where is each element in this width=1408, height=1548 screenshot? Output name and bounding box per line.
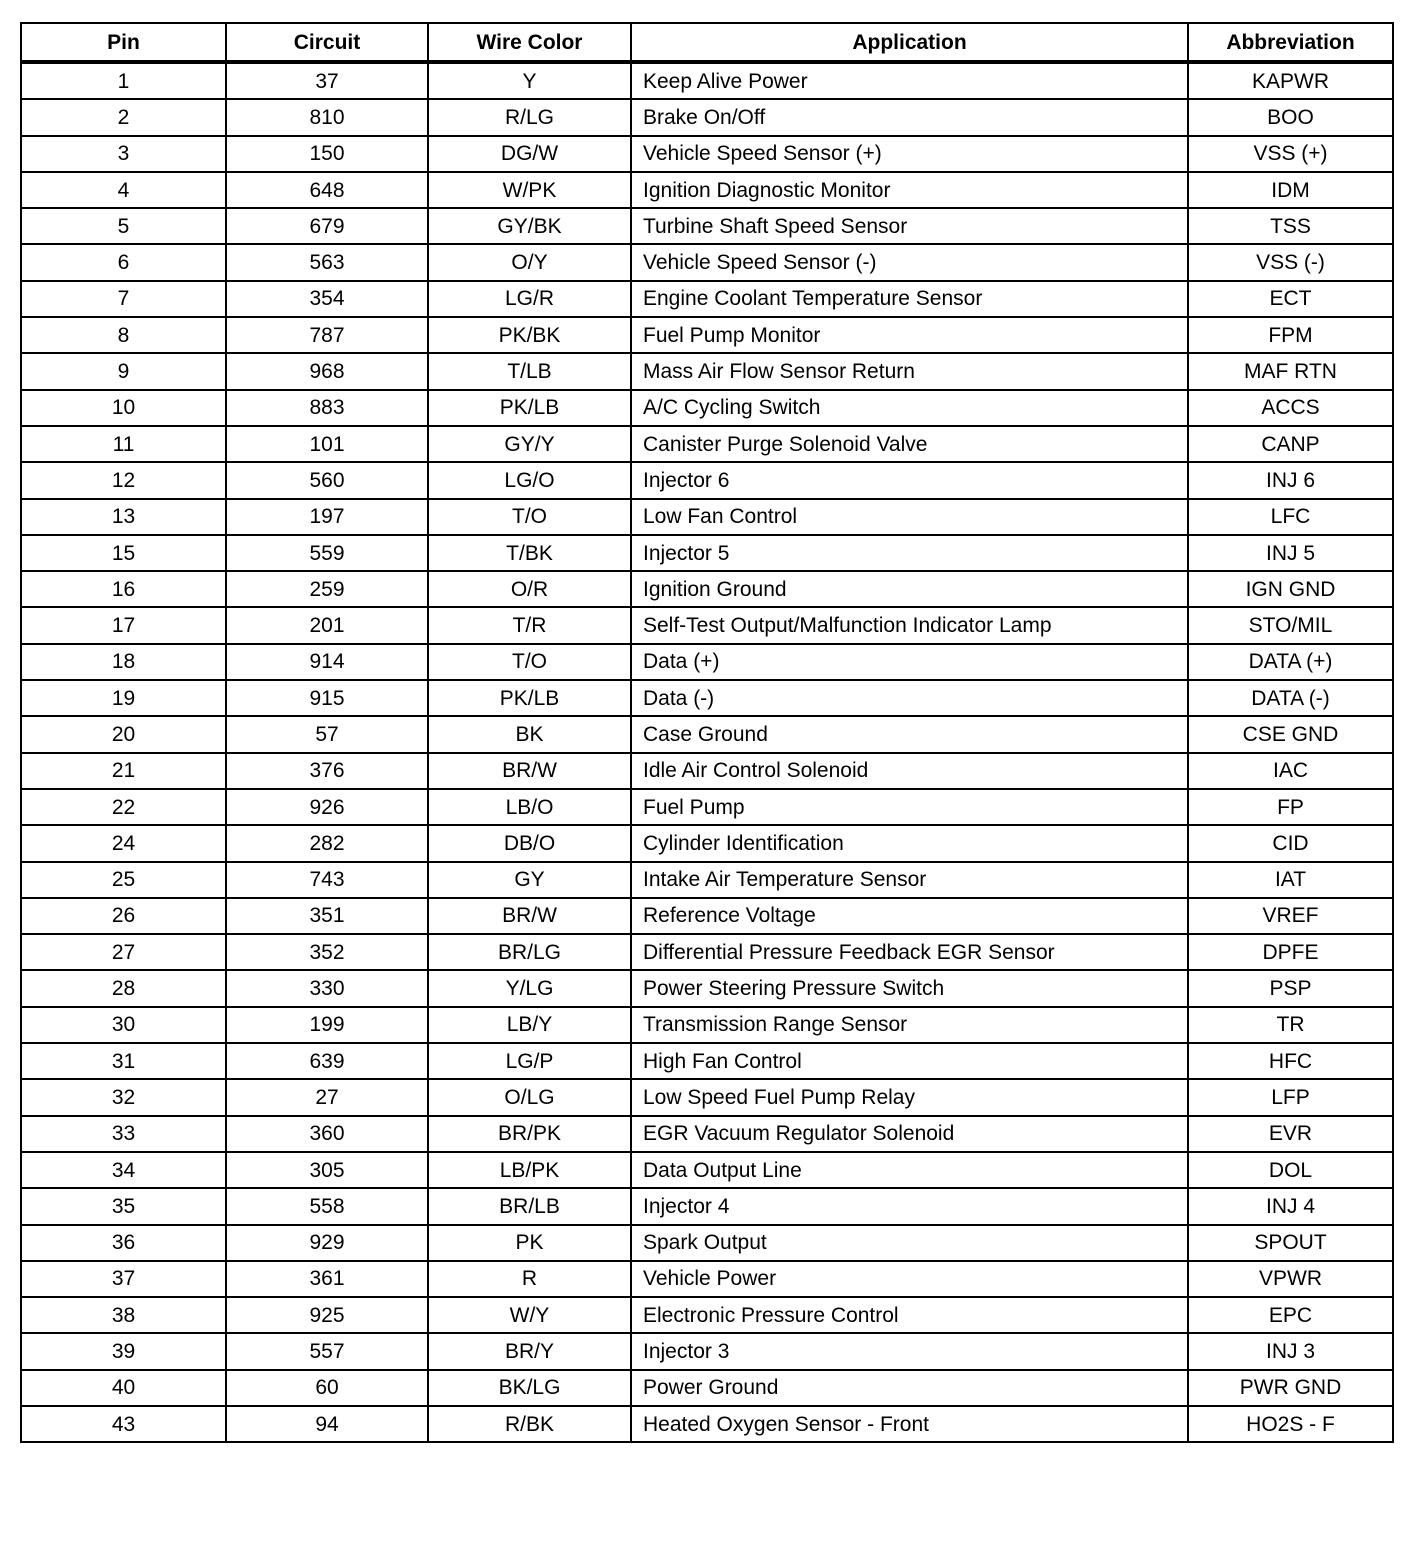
cell-wire-color: T/O bbox=[428, 499, 631, 535]
table-row bbox=[21, 1007, 1393, 1043]
table-row bbox=[21, 136, 1393, 172]
cell-application: Idle Air Control Solenoid bbox=[631, 753, 1188, 789]
table-row bbox=[21, 499, 1393, 535]
cell-circuit: 915 bbox=[226, 680, 428, 716]
cell-pin: 12 bbox=[21, 462, 226, 498]
cell-pin: 30 bbox=[21, 1007, 226, 1043]
table-row bbox=[21, 353, 1393, 389]
cell-abbreviation: TSS bbox=[1188, 208, 1393, 244]
table-row bbox=[21, 1370, 1393, 1406]
cell-abbreviation: STO/MIL bbox=[1188, 607, 1393, 643]
cell-pin: 7 bbox=[21, 281, 226, 317]
cell-pin: 38 bbox=[21, 1297, 226, 1333]
cell-application: Data (-) bbox=[631, 680, 1188, 716]
cell-pin: 18 bbox=[21, 644, 226, 680]
cell-pin: 4 bbox=[21, 172, 226, 208]
table-row bbox=[21, 535, 1393, 571]
cell-wire-color: W/PK bbox=[428, 172, 631, 208]
cell-abbreviation: FP bbox=[1188, 789, 1393, 825]
cell-circuit: 929 bbox=[226, 1225, 428, 1261]
cell-pin: 2 bbox=[21, 99, 226, 135]
cell-wire-color: R bbox=[428, 1261, 631, 1297]
header-row bbox=[21, 23, 1393, 62]
cell-application: Vehicle Speed Sensor (+) bbox=[631, 136, 1188, 172]
cell-abbreviation: HO2S - F bbox=[1188, 1406, 1393, 1442]
cell-pin: 6 bbox=[21, 244, 226, 280]
cell-application: Data (+) bbox=[631, 644, 1188, 680]
cell-application: Keep Alive Power bbox=[631, 62, 1188, 99]
table-row bbox=[21, 1406, 1393, 1442]
cell-circuit: 639 bbox=[226, 1043, 428, 1079]
cell-wire-color: BR/LG bbox=[428, 934, 631, 970]
cell-wire-color: LG/P bbox=[428, 1043, 631, 1079]
cell-pin: 9 bbox=[21, 353, 226, 389]
table-row bbox=[21, 462, 1393, 498]
cell-application: Low Fan Control bbox=[631, 499, 1188, 535]
cell-wire-color: BK/LG bbox=[428, 1370, 631, 1406]
table-row bbox=[21, 1225, 1393, 1261]
cell-abbreviation: KAPWR bbox=[1188, 62, 1393, 99]
cell-pin: 34 bbox=[21, 1152, 226, 1188]
cell-application: Vehicle Speed Sensor (-) bbox=[631, 244, 1188, 280]
cell-abbreviation: EPC bbox=[1188, 1297, 1393, 1333]
cell-wire-color: PK/LB bbox=[428, 680, 631, 716]
table-row bbox=[21, 571, 1393, 607]
table-row bbox=[21, 1297, 1393, 1333]
cell-wire-color: GY/BK bbox=[428, 208, 631, 244]
cell-pin: 39 bbox=[21, 1333, 226, 1369]
cell-application: Fuel Pump Monitor bbox=[631, 317, 1188, 353]
cell-circuit: 376 bbox=[226, 753, 428, 789]
cell-circuit: 330 bbox=[226, 970, 428, 1006]
cell-wire-color: PK/LB bbox=[428, 390, 631, 426]
header-circuit: Circuit bbox=[226, 23, 428, 62]
cell-abbreviation: PSP bbox=[1188, 970, 1393, 1006]
cell-wire-color: O/LG bbox=[428, 1079, 631, 1115]
table-row bbox=[21, 644, 1393, 680]
cell-abbreviation: INJ 6 bbox=[1188, 462, 1393, 498]
cell-wire-color: BR/LB bbox=[428, 1188, 631, 1224]
cell-pin: 36 bbox=[21, 1225, 226, 1261]
cell-wire-color: T/LB bbox=[428, 353, 631, 389]
cell-wire-color: BR/W bbox=[428, 753, 631, 789]
cell-abbreviation: LFC bbox=[1188, 499, 1393, 535]
cell-circuit: 199 bbox=[226, 1007, 428, 1043]
cell-application: Reference Voltage bbox=[631, 898, 1188, 934]
cell-wire-color: Y bbox=[428, 62, 631, 99]
cell-application: Low Speed Fuel Pump Relay bbox=[631, 1079, 1188, 1115]
table-row bbox=[21, 317, 1393, 353]
cell-application: Heated Oxygen Sensor - Front bbox=[631, 1406, 1188, 1442]
cell-application: Canister Purge Solenoid Valve bbox=[631, 426, 1188, 462]
cell-pin: 11 bbox=[21, 426, 226, 462]
cell-pin: 32 bbox=[21, 1079, 226, 1115]
cell-pin: 20 bbox=[21, 716, 226, 752]
cell-abbreviation: DATA (-) bbox=[1188, 680, 1393, 716]
cell-circuit: 37 bbox=[226, 62, 428, 99]
table-row bbox=[21, 426, 1393, 462]
cell-application: Engine Coolant Temperature Sensor bbox=[631, 281, 1188, 317]
cell-wire-color: LG/O bbox=[428, 462, 631, 498]
header-application: Application bbox=[631, 23, 1188, 62]
header-wire-color: Wire Color bbox=[428, 23, 631, 62]
cell-wire-color: T/O bbox=[428, 644, 631, 680]
cell-pin: 13 bbox=[21, 499, 226, 535]
cell-circuit: 743 bbox=[226, 862, 428, 898]
cell-circuit: 968 bbox=[226, 353, 428, 389]
cell-application: Fuel Pump bbox=[631, 789, 1188, 825]
cell-pin: 3 bbox=[21, 136, 226, 172]
cell-abbreviation: DATA (+) bbox=[1188, 644, 1393, 680]
cell-circuit: 259 bbox=[226, 571, 428, 607]
cell-application: Self-Test Output/Malfunction Indicator Lamp bbox=[631, 607, 1188, 643]
table-row bbox=[21, 898, 1393, 934]
cell-wire-color: BR/W bbox=[428, 898, 631, 934]
cell-pin: 33 bbox=[21, 1116, 226, 1152]
cell-application: Transmission Range Sensor bbox=[631, 1007, 1188, 1043]
cell-application: Mass Air Flow Sensor Return bbox=[631, 353, 1188, 389]
cell-application: Power Ground bbox=[631, 1370, 1188, 1406]
table-row bbox=[21, 172, 1393, 208]
cell-application: A/C Cycling Switch bbox=[631, 390, 1188, 426]
cell-wire-color: BR/Y bbox=[428, 1333, 631, 1369]
cell-application: Injector 5 bbox=[631, 535, 1188, 571]
cell-pin: 19 bbox=[21, 680, 226, 716]
cell-wire-color: R/BK bbox=[428, 1406, 631, 1442]
cell-abbreviation: ECT bbox=[1188, 281, 1393, 317]
cell-abbreviation: IAT bbox=[1188, 862, 1393, 898]
cell-circuit: 810 bbox=[226, 99, 428, 135]
cell-abbreviation: CANP bbox=[1188, 426, 1393, 462]
table-row bbox=[21, 1188, 1393, 1224]
cell-pin: 43 bbox=[21, 1406, 226, 1442]
table-body bbox=[21, 62, 1393, 1442]
cell-abbreviation: VSS (+) bbox=[1188, 136, 1393, 172]
cell-abbreviation: PWR GND bbox=[1188, 1370, 1393, 1406]
table-row bbox=[21, 390, 1393, 426]
cell-wire-color: LB/PK bbox=[428, 1152, 631, 1188]
cell-pin: 17 bbox=[21, 607, 226, 643]
cell-circuit: 282 bbox=[226, 825, 428, 861]
table-header bbox=[21, 23, 1393, 62]
cell-abbreviation: CSE GND bbox=[1188, 716, 1393, 752]
cell-circuit: 914 bbox=[226, 644, 428, 680]
cell-pin: 40 bbox=[21, 1370, 226, 1406]
cell-wire-color: T/R bbox=[428, 607, 631, 643]
cell-circuit: 360 bbox=[226, 1116, 428, 1152]
cell-abbreviation: EVR bbox=[1188, 1116, 1393, 1152]
cell-circuit: 101 bbox=[226, 426, 428, 462]
cell-circuit: 57 bbox=[226, 716, 428, 752]
cell-abbreviation: IAC bbox=[1188, 753, 1393, 789]
cell-abbreviation: INJ 5 bbox=[1188, 535, 1393, 571]
cell-application: Turbine Shaft Speed Sensor bbox=[631, 208, 1188, 244]
cell-pin: 22 bbox=[21, 789, 226, 825]
cell-circuit: 27 bbox=[226, 1079, 428, 1115]
cell-pin: 5 bbox=[21, 208, 226, 244]
cell-wire-color: PK/BK bbox=[428, 317, 631, 353]
cell-pin: 15 bbox=[21, 535, 226, 571]
table-row bbox=[21, 1079, 1393, 1115]
cell-circuit: 197 bbox=[226, 499, 428, 535]
table-row bbox=[21, 680, 1393, 716]
cell-circuit: 557 bbox=[226, 1333, 428, 1369]
table-row bbox=[21, 716, 1393, 752]
table-row bbox=[21, 99, 1393, 135]
cell-pin: 8 bbox=[21, 317, 226, 353]
cell-application: Ignition Diagnostic Monitor bbox=[631, 172, 1188, 208]
cell-abbreviation: DOL bbox=[1188, 1152, 1393, 1188]
cell-application: Injector 6 bbox=[631, 462, 1188, 498]
table-row bbox=[21, 1152, 1393, 1188]
cell-wire-color: W/Y bbox=[428, 1297, 631, 1333]
table-row bbox=[21, 607, 1393, 643]
cell-application: Ignition Ground bbox=[631, 571, 1188, 607]
cell-pin: 21 bbox=[21, 753, 226, 789]
cell-application: Power Steering Pressure Switch bbox=[631, 970, 1188, 1006]
cell-circuit: 679 bbox=[226, 208, 428, 244]
cell-abbreviation: INJ 3 bbox=[1188, 1333, 1393, 1369]
cell-abbreviation: VREF bbox=[1188, 898, 1393, 934]
cell-abbreviation: DPFE bbox=[1188, 934, 1393, 970]
table-row bbox=[21, 1333, 1393, 1369]
cell-wire-color: GY bbox=[428, 862, 631, 898]
cell-circuit: 648 bbox=[226, 172, 428, 208]
cell-abbreviation: FPM bbox=[1188, 317, 1393, 353]
cell-wire-color: O/Y bbox=[428, 244, 631, 280]
cell-pin: 26 bbox=[21, 898, 226, 934]
cell-wire-color: BK bbox=[428, 716, 631, 752]
cell-wire-color: LB/O bbox=[428, 789, 631, 825]
cell-pin: 37 bbox=[21, 1261, 226, 1297]
cell-wire-color: R/LG bbox=[428, 99, 631, 135]
header-pin: Pin bbox=[21, 23, 226, 62]
cell-application: Injector 3 bbox=[631, 1333, 1188, 1369]
cell-circuit: 563 bbox=[226, 244, 428, 280]
cell-pin: 27 bbox=[21, 934, 226, 970]
cell-abbreviation: HFC bbox=[1188, 1043, 1393, 1079]
cell-wire-color: O/R bbox=[428, 571, 631, 607]
cell-abbreviation: SPOUT bbox=[1188, 1225, 1393, 1261]
cell-abbreviation: MAF RTN bbox=[1188, 353, 1393, 389]
cell-circuit: 94 bbox=[226, 1406, 428, 1442]
cell-application: Brake On/Off bbox=[631, 99, 1188, 135]
table-row bbox=[21, 1043, 1393, 1079]
table-row bbox=[21, 1261, 1393, 1297]
cell-wire-color: LB/Y bbox=[428, 1007, 631, 1043]
cell-abbreviation: IGN GND bbox=[1188, 571, 1393, 607]
cell-abbreviation: BOO bbox=[1188, 99, 1393, 135]
cell-abbreviation: ACCS bbox=[1188, 390, 1393, 426]
cell-abbreviation: INJ 4 bbox=[1188, 1188, 1393, 1224]
cell-circuit: 201 bbox=[226, 607, 428, 643]
cell-wire-color: LG/R bbox=[428, 281, 631, 317]
table-row bbox=[21, 281, 1393, 317]
cell-application: Cylinder Identification bbox=[631, 825, 1188, 861]
table-row bbox=[21, 789, 1393, 825]
cell-application: EGR Vacuum Regulator Solenoid bbox=[631, 1116, 1188, 1152]
cell-pin: 24 bbox=[21, 825, 226, 861]
cell-pin: 35 bbox=[21, 1188, 226, 1224]
cell-application: Case Ground bbox=[631, 716, 1188, 752]
cell-wire-color: BR/PK bbox=[428, 1116, 631, 1152]
cell-pin: 31 bbox=[21, 1043, 226, 1079]
table-row bbox=[21, 62, 1393, 99]
cell-circuit: 925 bbox=[226, 1297, 428, 1333]
cell-application: Intake Air Temperature Sensor bbox=[631, 862, 1188, 898]
cell-wire-color: PK bbox=[428, 1225, 631, 1261]
table-row bbox=[21, 825, 1393, 861]
cell-circuit: 883 bbox=[226, 390, 428, 426]
cell-circuit: 787 bbox=[226, 317, 428, 353]
cell-circuit: 560 bbox=[226, 462, 428, 498]
cell-application: Spark Output bbox=[631, 1225, 1188, 1261]
table-row bbox=[21, 244, 1393, 280]
pinout-sheet bbox=[20, 22, 1392, 1443]
cell-circuit: 351 bbox=[226, 898, 428, 934]
table-row bbox=[21, 934, 1393, 970]
cell-circuit: 305 bbox=[226, 1152, 428, 1188]
table-row bbox=[21, 208, 1393, 244]
table-row bbox=[21, 970, 1393, 1006]
cell-circuit: 150 bbox=[226, 136, 428, 172]
cell-application: High Fan Control bbox=[631, 1043, 1188, 1079]
cell-circuit: 559 bbox=[226, 535, 428, 571]
cell-application: Electronic Pressure Control bbox=[631, 1297, 1188, 1333]
table-row bbox=[21, 1116, 1393, 1152]
cell-abbreviation: CID bbox=[1188, 825, 1393, 861]
cell-pin: 1 bbox=[21, 62, 226, 99]
cell-application: Data Output Line bbox=[631, 1152, 1188, 1188]
cell-circuit: 60 bbox=[226, 1370, 428, 1406]
cell-application: Vehicle Power bbox=[631, 1261, 1188, 1297]
cell-wire-color: GY/Y bbox=[428, 426, 631, 462]
cell-abbreviation: TR bbox=[1188, 1007, 1393, 1043]
cell-circuit: 352 bbox=[226, 934, 428, 970]
cell-pin: 28 bbox=[21, 970, 226, 1006]
cell-pin: 16 bbox=[21, 571, 226, 607]
cell-abbreviation: LFP bbox=[1188, 1079, 1393, 1115]
cell-wire-color: DB/O bbox=[428, 825, 631, 861]
cell-wire-color: Y/LG bbox=[428, 970, 631, 1006]
cell-application: Injector 4 bbox=[631, 1188, 1188, 1224]
cell-application: Differential Pressure Feedback EGR Sensor bbox=[631, 934, 1188, 970]
table-row bbox=[21, 862, 1393, 898]
table-row bbox=[21, 753, 1393, 789]
cell-wire-color: DG/W bbox=[428, 136, 631, 172]
cell-pin: 25 bbox=[21, 862, 226, 898]
cell-pin: 10 bbox=[21, 390, 226, 426]
cell-wire-color: T/BK bbox=[428, 535, 631, 571]
cell-abbreviation: VPWR bbox=[1188, 1261, 1393, 1297]
header-abbreviation: Abbreviation bbox=[1188, 23, 1393, 62]
cell-circuit: 354 bbox=[226, 281, 428, 317]
pinout-table bbox=[20, 22, 1394, 1443]
cell-abbreviation: IDM bbox=[1188, 172, 1393, 208]
cell-circuit: 926 bbox=[226, 789, 428, 825]
cell-abbreviation: VSS (-) bbox=[1188, 244, 1393, 280]
cell-circuit: 558 bbox=[226, 1188, 428, 1224]
cell-circuit: 361 bbox=[226, 1261, 428, 1297]
